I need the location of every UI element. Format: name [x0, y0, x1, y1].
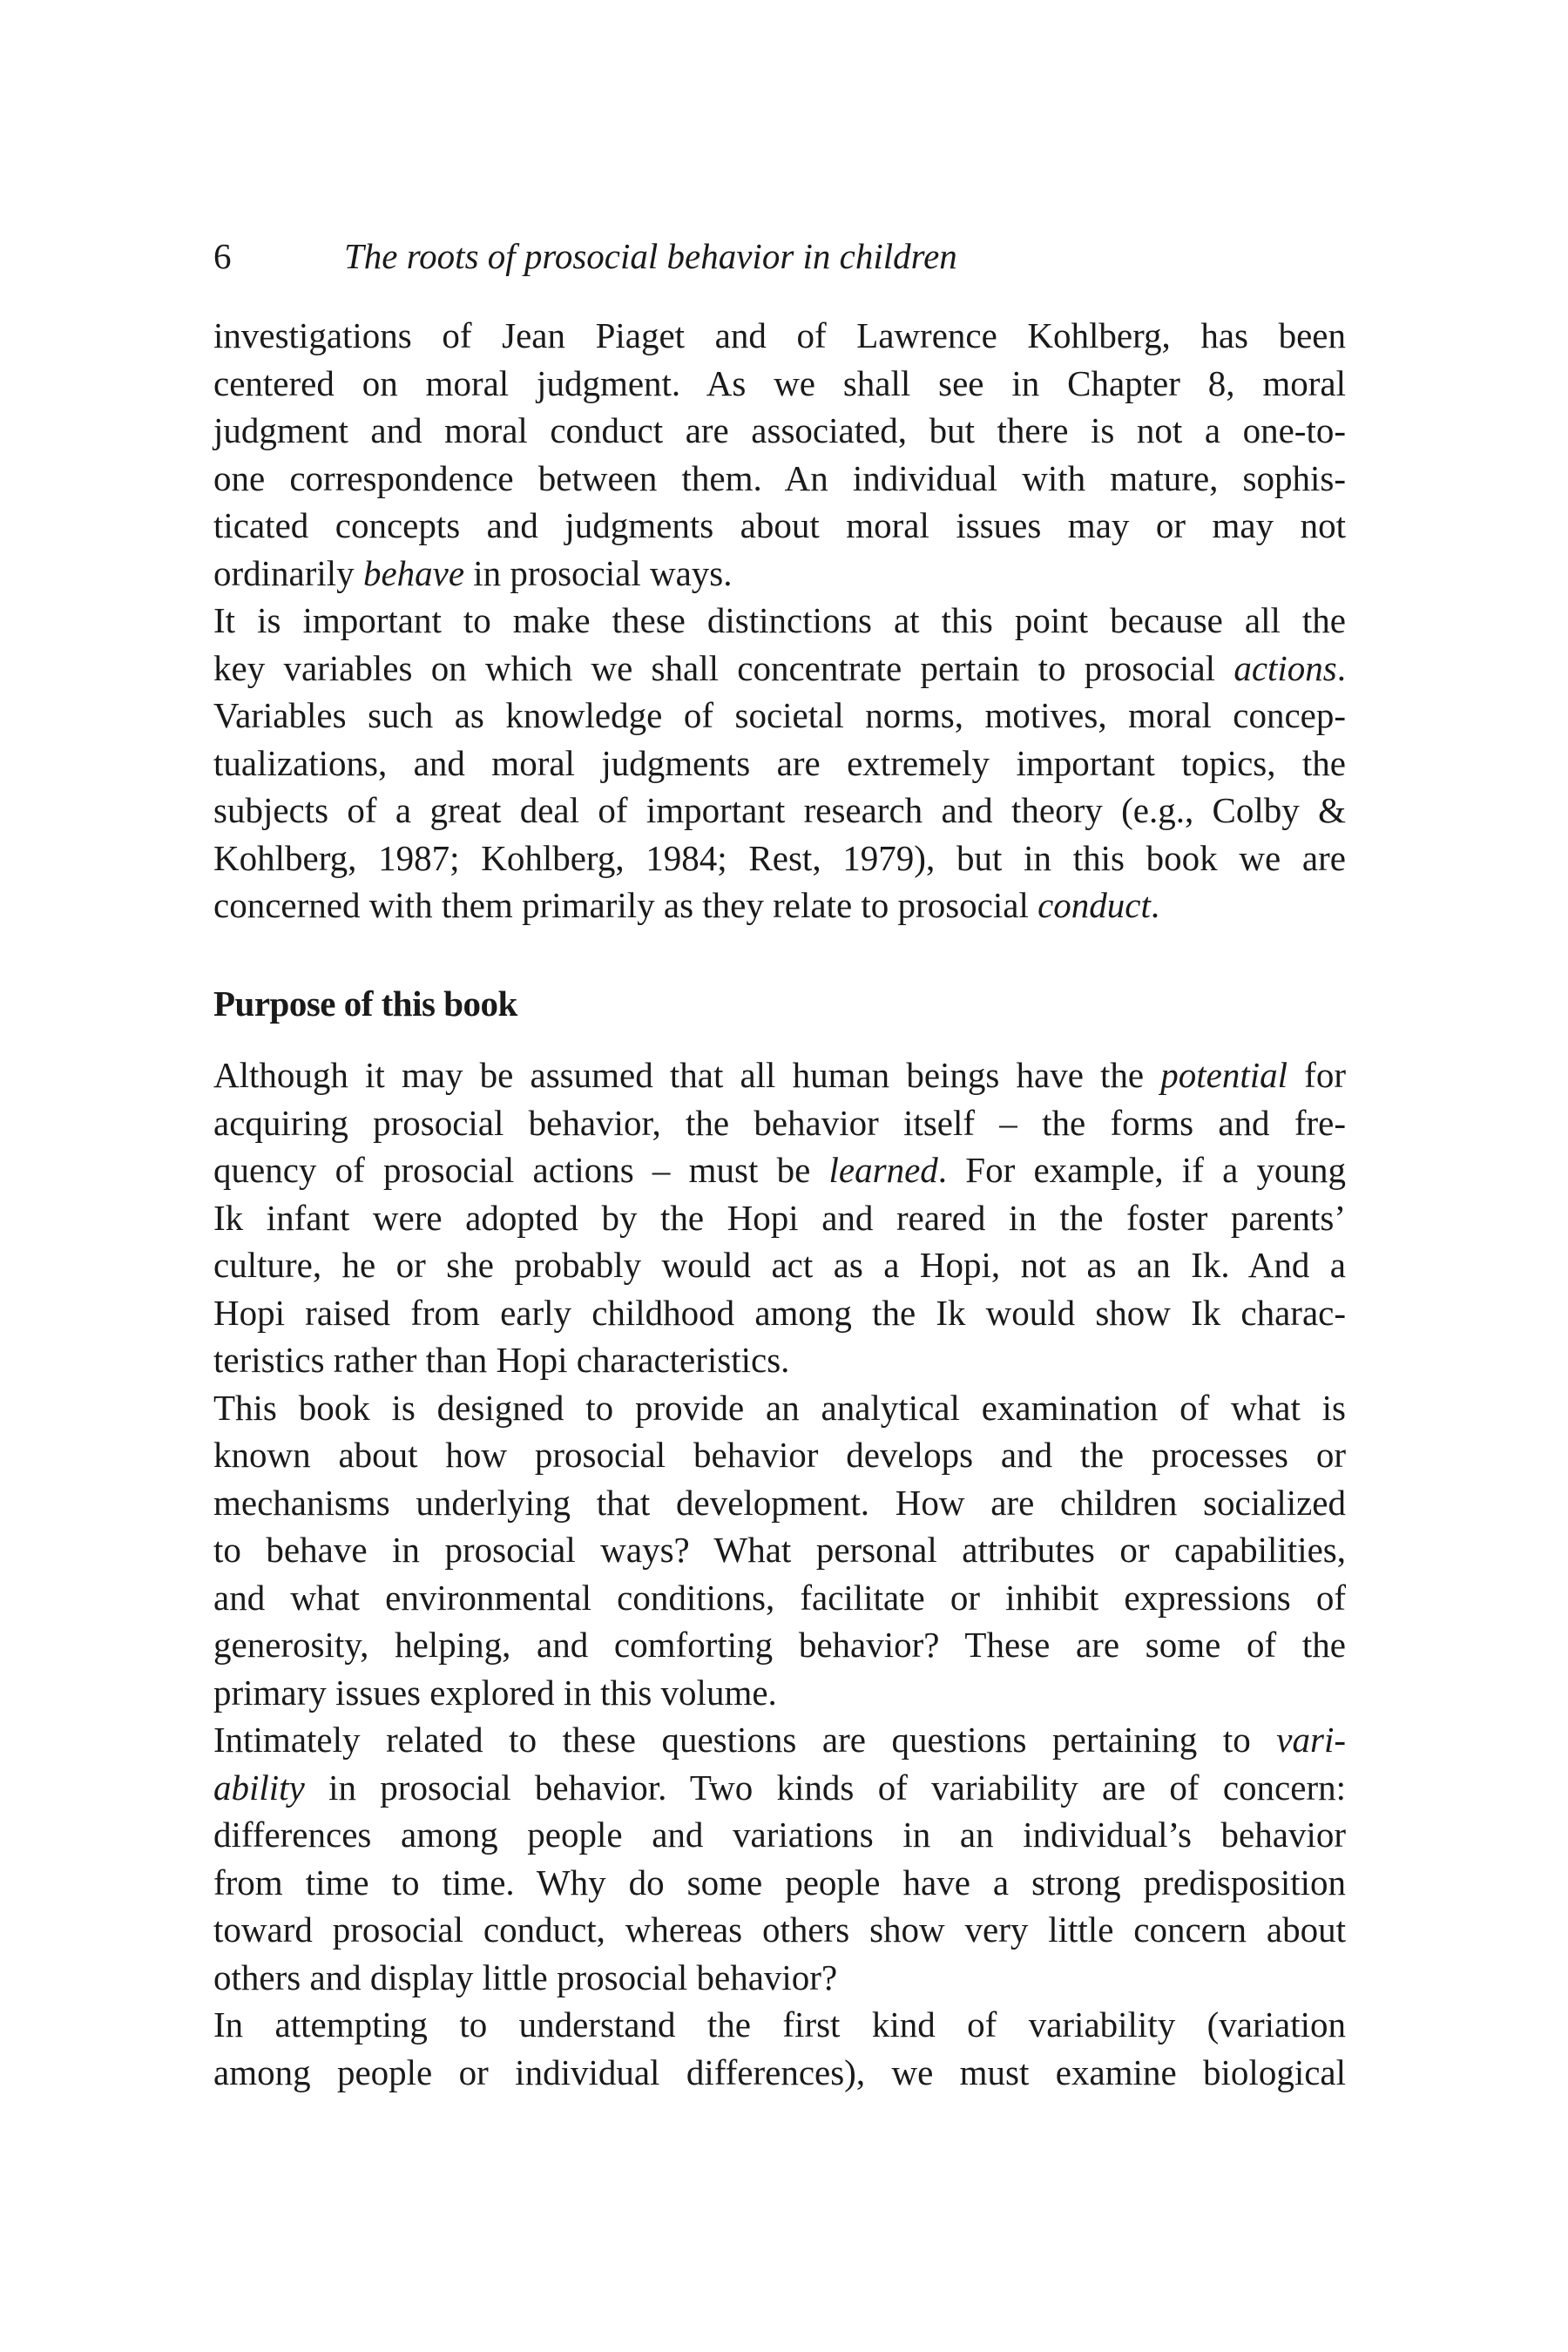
text-line: acquiring prosocial behavior, the behavior itself – the forms and fre-: [213, 1102, 1346, 1143]
text-line: tualizations, and moral judgments are extremely important topics, the: [213, 742, 1346, 783]
text-line: known about how prosocial behavior develops and the processes or: [213, 1435, 1346, 1475]
text-line: mechanisms underlying that development. How are children socialized: [213, 1482, 1346, 1523]
text-run: ordinarily: [213, 552, 363, 593]
text-run: .: [1150, 885, 1160, 925]
text-line: differences among people and variations in an individual’s behavior: [213, 1815, 1346, 1855]
paragraph: [213, 1716, 1346, 2001]
text-run: . For example, if a young: [937, 1150, 1347, 1190]
text-line: [213, 550, 1346, 598]
emphasis-text: learned: [828, 1150, 938, 1190]
text-line: from time to time. Why do some people have a strong predisposition: [213, 1862, 1346, 1903]
emphasis-text: ability: [213, 1767, 305, 1808]
text-line: and what environmental conditions, facilitate or inhibit expressions of: [213, 1577, 1346, 1618]
text-line: investigations of Jean Piaget and of Lawrence Kohlberg, has been: [213, 315, 1346, 355]
paragraph: [213, 312, 1346, 597]
emphasis-text: behave: [362, 552, 465, 593]
page-number: 6: [213, 236, 232, 276]
text-line: [213, 882, 1346, 929]
text-run: in prosocial ways.: [464, 552, 733, 593]
text-line: [213, 1716, 1346, 1764]
paragraph: [213, 597, 1346, 929]
paragraph: [213, 1384, 1346, 1717]
text-line: subjects of a great deal of important research and theory (e.g., Colby &: [213, 790, 1346, 830]
paragraph: [213, 1051, 1346, 1384]
text-line: others and display little prosocial behavior?: [213, 1957, 838, 1997]
text-line: This book is designed to provide an analytical examination of what is: [213, 1387, 1346, 1428]
text-line: generosity, helping, and comforting behavior? These are some of the: [213, 1625, 1346, 1665]
text-run: Although it may be assumed that all human beings have the: [213, 1055, 1161, 1095]
text-line: to behave in prosocial ways? What personal attributes or capabilities,: [213, 1530, 1346, 1570]
text-run: key variables on which we shall concentrate pertain to prosocial: [213, 647, 1234, 688]
emphasis-text: vari-: [1276, 1720, 1346, 1760]
emphasis-text: potential: [1160, 1055, 1288, 1095]
text-line: primary issues explored in this volume.: [213, 1672, 777, 1713]
text-line: It is important to make these distinctions at this point because all the: [213, 600, 1346, 640]
text-line: Hopi raised from early childhood among the Ik would show Ik charac-: [213, 1292, 1346, 1333]
text-line: culture, he or she probably would act as a Hopi, not as an Ik. And a: [213, 1245, 1346, 1285]
text-line: teristics rather than Hopi characteristics.: [213, 1340, 790, 1380]
text-run: Intimately related to these questions are questions pertaining to: [213, 1720, 1277, 1760]
text-line: centered on moral judgment. As we shall see in Chapter 8, moral: [213, 362, 1346, 403]
text-line: [213, 645, 1346, 693]
text-run: .: [1336, 647, 1346, 688]
text-line: Variables such as knowledge of societal norms, motives, moral concep-: [213, 695, 1346, 735]
text-line: In attempting to understand the first kind of variability (variation: [213, 2004, 1346, 2044]
paragraph: [213, 2001, 1346, 2096]
text-line: [213, 1146, 1346, 1194]
emphasis-text: actions: [1233, 647, 1337, 688]
section-heading: Purpose of this book: [213, 983, 517, 1024]
text-run: in prosocial behavior. Two kinds of variability are of concern:: [304, 1767, 1346, 1808]
running-head-title: The roots of prosocial behavior in children: [344, 236, 957, 276]
text-line: among people or individual differences), we must examine biological: [213, 2051, 1346, 2092]
text-run: for: [1288, 1055, 1346, 1095]
text-run: quency of prosocial actions – must be: [213, 1150, 829, 1190]
text-line: judgment and moral conduct are associated, but there is not a one-to-: [213, 410, 1346, 450]
text-line: one correspondence between them. An individual with mature, sophis-: [213, 457, 1346, 498]
text-line: [213, 1051, 1346, 1099]
text-line: ticated concepts and judgments about moral issues may or may not: [213, 505, 1346, 545]
emphasis-text: conduct: [1037, 885, 1151, 925]
text-run: concerned with them primarily as they relate to prosocial: [213, 885, 1038, 925]
text-line: Ik infant were adopted by the Hopi and reared in the foster parents’: [213, 1197, 1346, 1238]
text-line: Kohlberg, 1987; Kohlberg, 1984; Rest, 1979), but in this book we are: [213, 837, 1346, 878]
text-line: [213, 1764, 1346, 1812]
body-text: [213, 312, 1346, 2096]
text-line: toward prosocial conduct, whereas others show very little concern about: [213, 1909, 1346, 1950]
running-head: [213, 233, 957, 279]
